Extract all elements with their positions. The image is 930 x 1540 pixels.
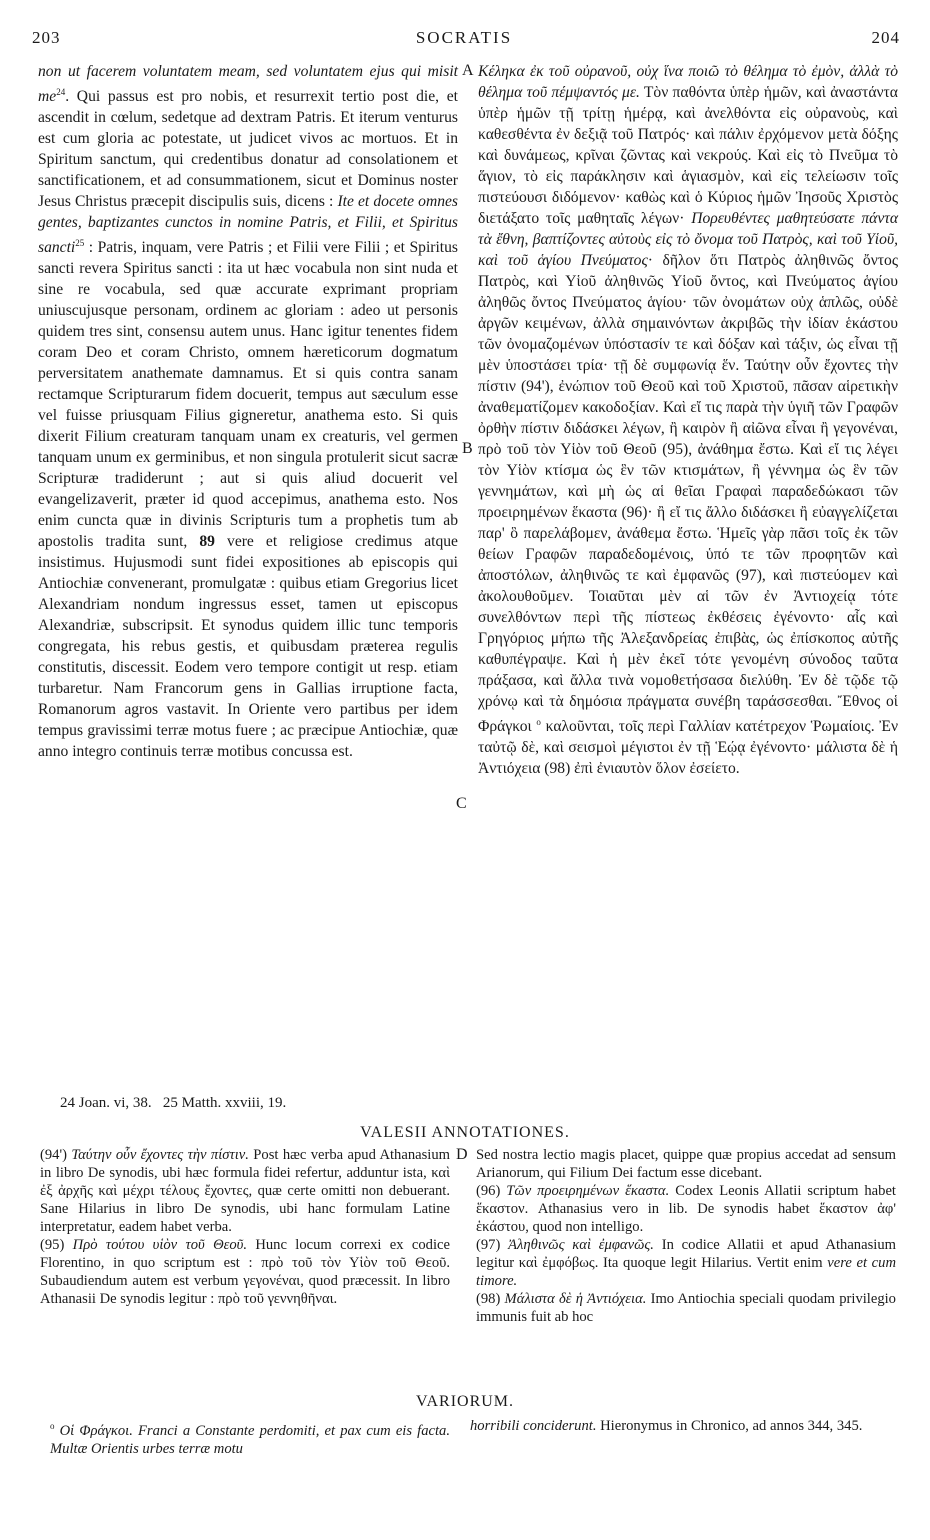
note-96-ref: (96) xyxy=(476,1183,501,1199)
greek-column xyxy=(478,61,898,779)
page-number-right: 204 xyxy=(871,28,900,47)
variorum-ref-o: o xyxy=(536,717,541,727)
greek-text-3: καλοῦνται, τοῖς περὶ Γαλλίαν κατέτρεχον Ῥωμαίοις. Ἐν ταὐτῷ δὲ, καὶ σεισμοὶ μέγιστοι ἐν τῇ Ἑῴᾳ ἐγένοντο· μάλιστα δὲ ἡ Ἀντιόχεια (98) ἐπὶ ἐνιαυτὸν ὅλον ἐσείετο. xyxy=(478,718,898,778)
note-98-ref: (98) xyxy=(476,1291,501,1307)
margin-letter-c: C xyxy=(456,795,467,812)
note-94-text: Post hæc verba apud Athanasium in libro De synodis, ubi hæc formula fidei refertur, adduntur ista, καὶ ἐξ ἀρχῆς καὶ μέχρι τέλους ἔχοντες, quæ certe omitti non debuerant. Sane Hilarius in libro De synodis, ubi hanc formulam Latine interpretatur, eadem habet verba. xyxy=(40,1147,450,1235)
variorum-left xyxy=(50,1417,450,1458)
footnote-ref-25: 25 xyxy=(75,238,85,249)
margin-marker-89: 89 xyxy=(199,533,215,551)
variorum-right-italic: horribili conciderunt. xyxy=(470,1418,597,1434)
note-94 xyxy=(40,1146,450,1236)
note-ref-94: (94') xyxy=(520,378,550,395)
margin-letter-b: B xyxy=(462,440,473,457)
variorum-lemma: Οἱ Φράγκοι. xyxy=(59,1422,133,1439)
greek-text-1: Τὸν παθόντα ὑπὲρ ἡμῶν, καὶ ἀναστάντα ὑπὲρ ἡμῶν τῇ τρίτῃ ἡμέρᾳ, καὶ ἀνελθόντα εἰς οὐρανοὺς, καὶ καθεσθέντα ἐν δεξιᾷ τοῦ Πατρός· καὶ πάλιν ἐρχόμενον μετὰ δόξης καὶ δυνάμεως, κρῖναι ζῶντας καὶ νεκρούς. Καὶ εἰς τὸ Πνεῦμα τὸ ἅγιον, τὸ εἰς παράκλησιν καὶ ἁγιασμὸν, καὶ εἰς τελείωσιν τοῖς πιστεύουσι διδόμενον· καθὼς καὶ ὁ Κύριος ἡμῶν Ἰησοῦς Χριστὸς διετάξατο τοῖς μαθηταῖς λέγων· xyxy=(478,84,898,227)
note-94-ref: (94') xyxy=(40,1147,67,1163)
greek-quote-matthew: Πορευθέντες μαθητεύσατε πάντα τὰ ἔθνη, βαπτίζοντες αὐτοὺς εἰς τὸ ὄνομα τοῦ Πατρὸς, καὶ τοῦ Υἱοῦ, καὶ τοῦ ἁγίου Πνεύματος xyxy=(478,210,899,269)
greek-text-2b: , ἐνώπιον τοῦ Θεοῦ καὶ τοῦ Χριστοῦ, πᾶσαν αἱρετικὴν ἀναθεματίζομεν κακοδοξίαν. Καὶ εἴ τις παρὰ τὴν ὑγιῆ τῶν Γραφῶν ὀρθὴν πίστιν διδάσκει λέγων, ἢ καιρὸν ἢ αἰῶνα εἶναι ἢ γεγονέναι, πρὸ τοῦ τὸν Υἱὸν τοῦ Θεοῦ (95), ἀνάθημα ἔστω. Καὶ εἴ τις λέγει τὸν Υἱὸν κτίσμα ὡς ἓν τῶν κτισμάτων, ἢ γέννημα ὡς ἓν τῶν γεννημάτων, καὶ μὴ ὡς αἱ θεῖαι Γραφαὶ παραδεδώκασι τῶν προειρημένων ἕκαστα (96)· ἢ εἴ τις ἄλλο διδάσκει ἢ εὐαγγελίζεται παρ' ὃ παρελάβομεν, ἀνάθεμα ἔστω. Ἡμεῖς γὰρ πᾶσι τοῖς ἐκ τῶν θείων Γραφῶν παραδεδομένοις, ὑπό τε τῶν προφητῶν καὶ ἀποστόλων, ἀληθινῶς τε καὶ ἐμφανῶς (97), καὶ πιστεύομεν καὶ ἀκολουθοῦμεν. Τοιαῦται μὲν αἱ τῶν ἐν Ἀντιοχείᾳ τότε συνελθόντων περὶ τῆς πίστεως ἐκθέσεις ἐγένοντο· αἷς καὶ Γρηγόριος μήπω τῆς Ἀλεξανδρείας ἐπιβὰς, ὡς ἐπίσκοπος αὐτῆς καθυπέγραψε. Καὶ ἡ μὲν ἐκεῖ τότε γενομένη σύνοδος ταῦτα πράξασα, καὶ ἄλλα τινὰ νομοθετήσασα διελύθη. Ἐν δὲ τῷδε τῷ χρόνῳ καὶ τὰ δημόσια πράγματα συνέβη ταράσσεσθαι. Ἔθνος οἱ Φράγκοι xyxy=(478,378,899,736)
note-97-lemma: Ἀληθινῶς καὶ ἐμφανῶς. xyxy=(508,1237,654,1253)
scripture-footnotes xyxy=(60,1095,286,1112)
latin-column xyxy=(38,61,458,762)
latin-paragraph xyxy=(38,61,458,762)
latin-text-1: . Qui passus est pro nobis, et resurrexit tertio post die, et ascendit in cœlum, sedetque ad dextram Patris. Et iterum venturus est cum gloria ac potestate, ut judicet vivos ac mortuos. Et in Spiritum sanctum, qui credentibus donatur ad consolationem et sanctificationem, et ad consummationem, sicut et Dominus noster Jesus Christus præcepit discipulis suis, dicens : xyxy=(38,88,458,211)
note-96-lemma: Τῶν προειρημένων ἕκαστα. xyxy=(506,1183,670,1199)
footnote-ref-24: 24 xyxy=(56,87,66,97)
variorum-title: VARIORUM. xyxy=(415,1393,515,1410)
variorum-right xyxy=(470,1417,895,1435)
greek-paragraph xyxy=(478,61,898,779)
valesii-title: VALESII ANNOTATIONES. xyxy=(360,1124,570,1141)
variorum-left-text: Franci a Constante perdomiti, et pax cum eis facta. Multæ Orientis urbes terræ motu xyxy=(50,1422,450,1457)
note-94-lemma: Ταύτην οὖν ἔχοντες τὴν πίστιν. xyxy=(71,1147,249,1163)
greek-text-2a: · δῆλον ὅτι Πατρὸς ἀληθινῶς ὄντος Πατρὸς, καὶ Υἱοῦ ἀληθινῶς Υἱοῦ ὄντος, καὶ Πνεύματος ἁγίου ἀληθῶς ὄντος Πνεύματος ἁγίου· τῶν ὀνομάτων οὐχ ἁπλῶς, οὐδὲ ἀργῶν κειμένων, ἀλλὰ σημαινόντων ἀκριβῶς τὴν ἰδίαν ἑκάστου τῶν ὀνομαζομένων ὑπόστασίν τε καὶ δόξαν καὶ τάξιν, ὡς εἶναι τῇ μὲν ὑποστάσει τρία· τῇ δὲ συμφωνίᾳ ἕν. Ταύτην οὖν ἔχοντες τὴν πίστιν xyxy=(478,252,898,395)
margin-letter-a: A xyxy=(462,62,474,79)
note-96 xyxy=(476,1182,896,1236)
running-title: SOCRATIS xyxy=(415,28,513,47)
greek-lead-quote: Κέληκα ἐκ τοῦ οὐρανοῦ, οὐχ ἵνα ποιῶ τὸ θέλημα τὸ ἐμὸν, ἀλλὰ τὸ θέλημα τοῦ πέμψαντός με. xyxy=(478,63,898,101)
note-95-lemma: Πρὸ τούτου υἱὸν τοῦ Θεοῦ. xyxy=(72,1237,247,1253)
note-97-ref: (97) xyxy=(476,1237,501,1253)
note-95 xyxy=(40,1236,450,1308)
note-97-italic: vere et cum timore. xyxy=(476,1255,896,1289)
page-number-left: 203 xyxy=(32,28,61,47)
latin-quote-matthew: Ite et docete omnes gentes, baptizantes cunctos in nomine Patris, et Filii, et Spiritus sancti xyxy=(38,193,458,257)
latin-text-2: : Patris, inquam, vere Patris ; et Filii vere Filii ; et Spiritus sancti revera Spiritus sancti : ita ut hæc vocabula non sint nuda et sine re vocabula, sed quæ accurate exprimant propriam uniuscujusque personam, ordinem ac gloriam : adeo ut personis quidem tres sint, consensu autem unus. Hanc igitur tenentes fidem coram Deo et coram Christo, omnem hæreticorum dogmatum perversitatem anathemate damnamus. Et si quis contra sanam rectamque Scripturarum fidem docuerit, tempus aut sæculum esse vel fuisse priusquam Filius gigneretur, anathema esto. Si quis dixerit Filium creaturam tanquam unam ex creaturis, vel germen tanquam unum ex germinibus, et non singula protulerit sicut sacræ Scripturæ tradiderunt ; aut si quis aliud docuerit vel evangelizaverit, præter id quod accepimus, anathema esto. Nos enim cuncta quæ in divinis Scripturis tum a prophetis tum ab apostolis tradita sunt, xyxy=(38,239,458,551)
note-97-text: In codice Allatii et apud Athanasium legitur καὶ ἐμφόβως. Ita quoque legit Hilarius. Vertit enim xyxy=(476,1237,896,1271)
variorum-mark: o xyxy=(50,1421,55,1431)
latin-text-3: vere et religiose credimus atque insistimus. Hujusmodi sunt fidei expositiones ab episcopis qui Antiochiæ convenerant, promulgatæ : quibus etiam Gregorius licet Alexandriam nondum ingressus esset, tamen ut episcopus Alexandriæ, subscripsit. Et synodus quidem illic tunc temporis congregata, his rebus gestis, et quibusdam præterea regulis constitutis, discessit. Eodem vero tempore contigit ut resp. etiam turbaretur. Nam Francorum gens in Gallias irruptione facta, Romanorum agros vastavit. In Oriente vero partibus per idem tempus gravissimi terræ motus fuere ; ac præcipue Antiochiæ, quæ anno integro continuis terræ motibus concussa est. xyxy=(38,533,458,761)
valesii-left-column xyxy=(40,1146,450,1308)
note-95-text: Hunc locum correxi ex codice Florentino, in quo scriptum est : πρὸ τοῦ τὸν Υἱὸν τοῦ Θεοῦ. Subaudiendum autem est verbum γεγονέναι, quod præcessit. In libro Athanasii De synodis legitur : πρὸ τοῦ γεννηθῆναι. xyxy=(40,1237,450,1307)
note-98-lemma: Μάλιστα δὲ ἡ Ἀντιόχεια. xyxy=(504,1291,647,1307)
footnote-25: 25 Matth. xxviii, 19. xyxy=(162,1095,287,1111)
latin-lead-quote: non ut facerem voluntatem meam, sed voluntatem ejus qui misit me xyxy=(38,63,458,106)
running-header xyxy=(28,28,900,54)
note-95-ref: (95) xyxy=(40,1237,65,1253)
margin-letter-d: D xyxy=(456,1146,468,1163)
note-97 xyxy=(476,1236,896,1290)
variorum-right-text: Hieronymus in Chronico, ad annos 344, 345. xyxy=(600,1418,863,1434)
note-98 xyxy=(476,1290,896,1326)
valesii-right-column xyxy=(476,1146,896,1326)
note-95-continued: Sed nostra lectio magis placet, quippe quæ propius accedat ad sensum Arianorum, qui Filium Dei factum esse dicebant. xyxy=(476,1147,896,1181)
note-98-text: Imo Antiochia speciali quodam privilegio immunis fuit ab hoc xyxy=(476,1291,896,1325)
note-96-text: Codex Leonis Allatii scriptum habet ἕκαστον. Athanasius vero in lib. De synodis habet ἕκαστον ἀφ' ἑκάστου, quod non intelligo. xyxy=(476,1183,896,1235)
footnote-24: 24 Joan. vi, 38. xyxy=(60,1095,152,1111)
